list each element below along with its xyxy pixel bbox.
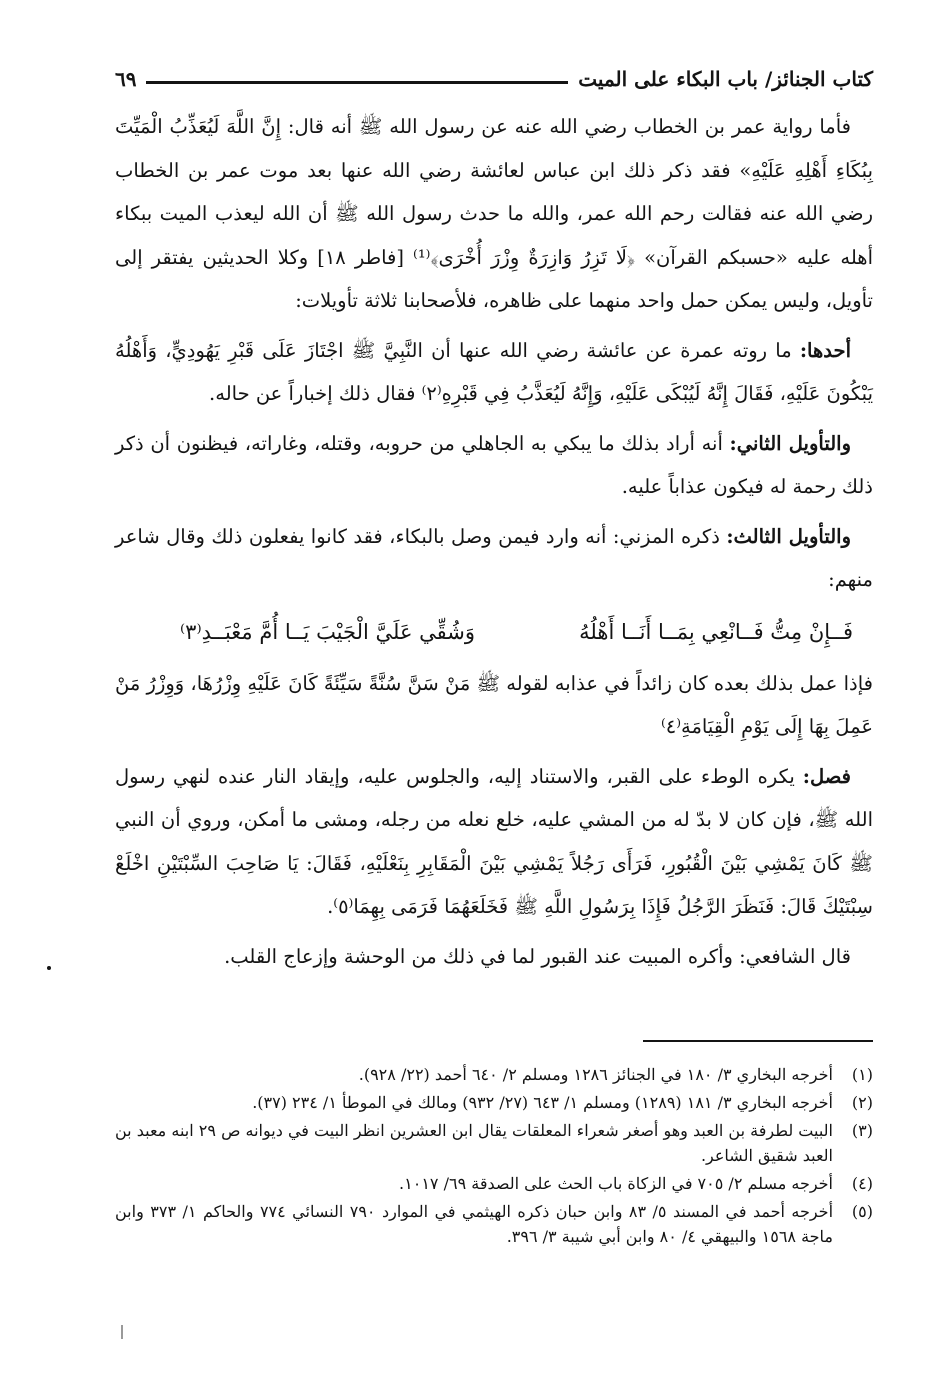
paragraph-text: فأما رواية عمر بن الخطاب رضي الله عنه عن رسول الله ﷺ أنه قال: إِنَّ اللَّهَ لَيُعَذِّبُ الْمَيِّتَ بِبُكَاءِ أَهْلِهِ عَلَيْهِ» فقد ذكر ذلك ابن عباس لعائشة رضي الله عنها بعد موت عمر بن الخطاب رضي الله عنه فقالت رحم الله عمر، والله ما حدث رسول الله ﷺ أن الله ليعذب الميت ببكاء أهله عليه «حسبكم القرآن» ﴿لَا تَزِرُ وَازِرَةٌ وِزْرَ أُخْرَى﴾⁽¹⁾ [فاطر ١٨] وكلا الحديثين يفتقر إلى تأويل، وليس يمكن حمل واحد منهما على ظاهره، فلأصحابنا ثلاثة تأويلات: [115, 115, 873, 312]
paragraph [115, 515, 873, 602]
page-number: ٦٩ [115, 67, 137, 91]
footnote [115, 1118, 873, 1168]
verse-second-hemistich: وَشُقِّي عَلَيَّ الْجَيْبَ يَــا أُمَّ مَعْبَــدِ⁽٣⁾ [180, 619, 476, 644]
verse-first-hemistich: فَــإِنْ مِتُّ فَــانْعِي بِمَــا أَنَــا أَهْلُهُ [579, 619, 853, 644]
paragraph-lead: والتأويل الثاني: [729, 431, 851, 455]
paragraph-text: يكره الوطء على القبر، والاستناد إليه، والجلوس عليه، وإيقاد النار عنده لنهي رسول الله ﷺ، فإن كان لا بدّ له من المشي عليه، خلع نعله من رجله، ومشى ما أمكن، وروي أن النبي ﷺ كَانَ يَمْشِي بَيْنَ الْقُبُورِ، فَرَأَى رَجُلاً يَمْشِي بَيْنَ الْمَقَابِرِ بِنَعْلَيْهِ، فَقَالَ: يَا صَاحِبَ السِّبْتَيْنِ اخْلَعْ سِبْتَيْكَ قَالَ: فَنَظَرَ الرَّجُلُ فَإِذَا بِرَسُولِ اللَّهِ ﷺ فَخَلَعَهُمَا فَرَمَى بِهِمَا⁽٥⁾. [115, 764, 873, 918]
footnote-number: (٤) [851, 1174, 873, 1193]
paragraph-text: ذكره المزني: أنه وارد فيمن وصل بالبكاء، فقد كانوا يفعلون ذلك وقال شاعر منهم: [115, 524, 873, 591]
footnote-text: البيت لطرفة بن العبد وهو أصغر شعراء المعلقات يقال ابن العشرين انظر البيت في ديوانه ص ٢٩ ابنه معبد بن العبد شقيق الشاعر. [115, 1121, 833, 1165]
footnote [115, 1199, 873, 1249]
paragraph-text: قال الشافعي: وأكره المبيت عند القبور لما في ذلك من الوحشة وإزعاج القلب. [224, 944, 851, 968]
footnote [115, 1090, 873, 1115]
footnote-text: أخرجه البخاري ٣/ ١٨٠ في الجنائز ١٢٨٦ ومسلم ٢/ ٦٤٠ أحمد (٢٢/ ٩٢٨). [358, 1065, 833, 1084]
paragraph [115, 662, 873, 749]
paragraph-text: ما روته عمرة عن عائشة رضي الله عنها أن النَّبِيَّ ﷺ اجْتَازَ عَلَى قَبْرِ يَهُودِيٍّ، وَأَهْلُهُ يَبْكُونَ عَلَيْهِ، فَقَالَ إِنَّهُ لَيُبْكَى عَلَيْهِ، وَإِنَّهُ لَيُعَذَّبُ فِي قَبْرِهِ⁽٢⁾ فقال ذلك إخباراً عن حاله. [115, 338, 873, 405]
scan-speck [47, 966, 51, 970]
header-rule [146, 81, 568, 84]
paragraph-lead: فصل: [802, 764, 851, 788]
paragraph-text: أنه أراد بذلك ما يبكي به الجاهلي من حروبه، وقتله، وغاراته، فيظنون أن ذكر ذلك رحمة له فيكون عذاباً عليه. [115, 431, 873, 498]
footnote-text: أخرجه أحمد في المسند ٥/ ٨٣ وابن حبان ذكره الهيثمي في الموارد ٧٩٠ النسائي ٧٧٤ والحاكم ١/ ٣٧٣ وابن ماجة ١٥٦٨ والبيهقي ٤/ ٨٠ وابن أبي شيبة ٣/ ٣٩٦. [115, 1202, 834, 1246]
footnote-number: (١) [851, 1065, 873, 1084]
paragraph-lead: والتأويل الثالث: [726, 524, 852, 548]
paragraph [115, 422, 873, 509]
paragraph [115, 755, 873, 929]
footnotes [115, 1062, 873, 1249]
running-header [115, 55, 873, 91]
footnote-number: (٣) [851, 1121, 873, 1140]
footnote [115, 1171, 873, 1196]
paragraph [115, 105, 873, 323]
chapter-title: كتاب الجنائز/ باب البكاء على الميت [578, 67, 873, 91]
paragraph-lead: أحدها: [799, 338, 851, 362]
poem-verse [115, 608, 873, 656]
body-text [115, 105, 873, 978]
footnote-number: (٢) [851, 1093, 873, 1112]
footnote-divider [643, 1040, 873, 1042]
paragraph-text: فإذا عمل بذلك بعده كان زائداً في عذابه لقوله ﷺ مَنْ سَنَّ سُنَّةً سَيِّئَةً كَانَ عَلَيْهِ وِزْرُهَا، وَوِزْرُ مَنْ عَمِلَ بِهَا إِلَى يَوْمِ الْقِيَامَةِ⁽٤⁾ [115, 671, 873, 738]
paragraph [115, 329, 873, 416]
paragraph [115, 935, 873, 979]
footnote-text: أخرجه مسلم ٢/ ٧٠٥ في الزكاة باب الحث على الصدقة ٦٩/ ١٠١٧. [399, 1174, 833, 1193]
footnote [115, 1062, 873, 1087]
footnote-number: (٥) [851, 1202, 873, 1221]
footnote-text: أخرجه البخاري ٣/ ١٨١ (١٢٨٩) ومسلم ١/ ٦٤٣ (٢٧/ ٩٣٢) ومالك في الموطأ ١/ ٢٣٤ (٣٧). [252, 1093, 833, 1112]
book-page [115, 55, 873, 1252]
scan-mark [121, 1325, 123, 1339]
